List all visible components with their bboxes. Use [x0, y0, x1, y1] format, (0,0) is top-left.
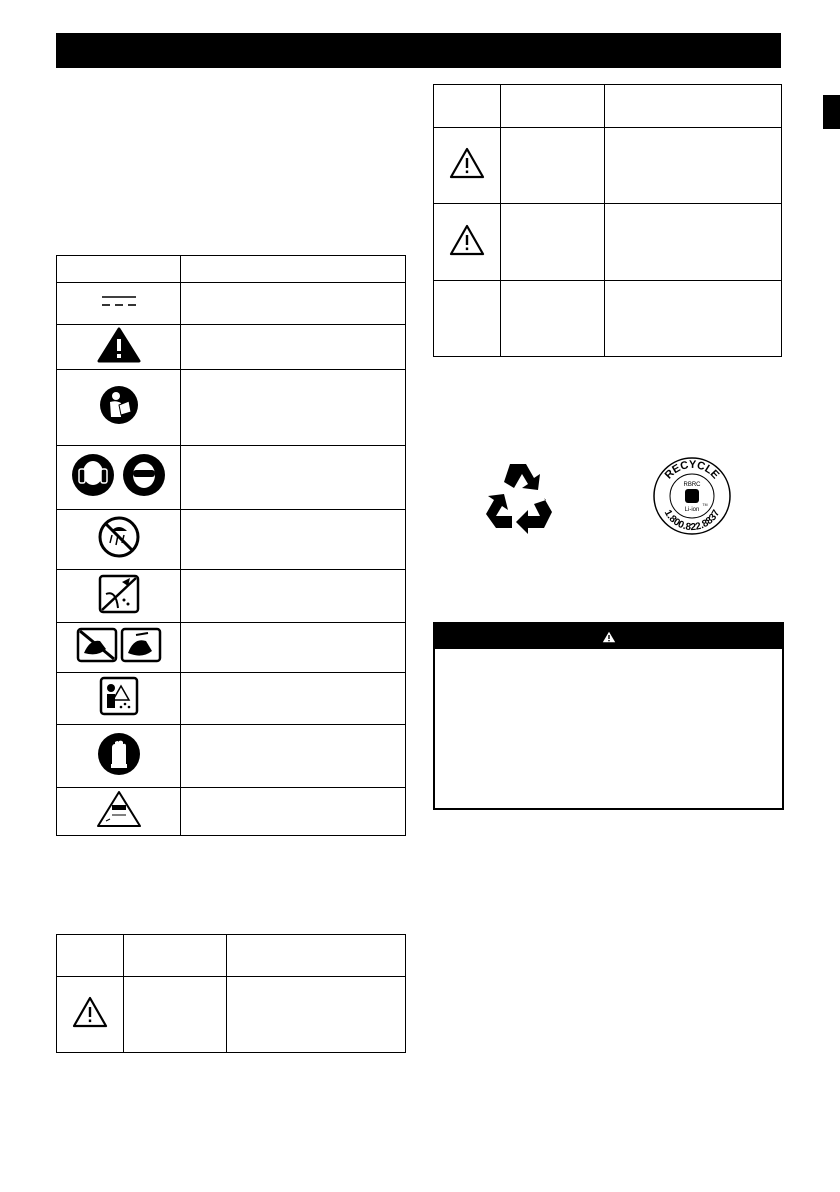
warning-triangle-icon — [602, 631, 616, 643]
ear-eye-protection-icon — [71, 453, 167, 497]
table-cell-text — [181, 370, 406, 446]
keep-hands-away-icon — [76, 627, 162, 663]
header-cell-symbol — [57, 256, 181, 283]
thrown-debris-icon — [99, 676, 139, 716]
warning-triangle-icon — [449, 224, 485, 256]
table-row — [57, 325, 406, 370]
table-cell-text — [181, 570, 406, 623]
table-cell-text — [181, 283, 406, 325]
table-header-row — [57, 256, 406, 283]
table-header-row — [57, 935, 406, 977]
language-tab — [823, 95, 840, 129]
direct-current-icon — [99, 293, 139, 309]
table-row — [434, 204, 782, 281]
rbrc-top-text: RECYCLE — [662, 458, 722, 482]
table-row — [57, 977, 406, 1053]
table-cell-text — [181, 325, 406, 370]
table-row — [57, 570, 406, 623]
flying-objects-icon — [98, 574, 140, 614]
warning-box-header — [435, 624, 782, 649]
table-cell-text — [181, 623, 406, 673]
table-row — [57, 623, 406, 673]
table-row — [57, 725, 406, 788]
read-manual-icon — [99, 385, 139, 425]
table-row — [57, 370, 406, 446]
signal-word-table — [56, 934, 406, 1053]
table-row — [57, 788, 406, 836]
header-cell-meaning — [181, 256, 406, 283]
warning-triangle-icon — [449, 147, 485, 179]
table-cell-text — [181, 725, 406, 788]
table-cell-text — [181, 788, 406, 836]
recycle-icon — [482, 458, 562, 536]
safety-alert-icon — [97, 327, 141, 363]
table-cell-text — [181, 673, 406, 725]
table-header-row — [434, 85, 782, 128]
header-bar — [56, 33, 781, 68]
wear-gloves-icon — [97, 732, 141, 776]
warning-box — [433, 622, 784, 810]
rbrc-tm-text: TM — [702, 503, 708, 507]
keep-bystanders-away-icon — [96, 789, 142, 829]
signal-word-table-continued — [433, 84, 782, 357]
table-cell-text — [181, 446, 406, 510]
rbrc-mid-text: RBRC — [683, 482, 701, 488]
table-row — [57, 510, 406, 570]
table-row — [57, 446, 406, 510]
warning-triangle-icon — [72, 996, 108, 1028]
table-row — [434, 281, 782, 357]
no-rain-icon — [97, 515, 141, 559]
table-row — [434, 128, 782, 204]
symbols-table — [56, 255, 406, 836]
rbrc-li-text: Li-ion — [684, 507, 700, 513]
rbrc-phone-text: 1.800.822.8837 — [661, 508, 723, 534]
table-cell-text — [181, 510, 406, 570]
rbrc-recycle-seal-icon — [652, 456, 732, 536]
table-row — [57, 283, 406, 325]
table-row — [57, 673, 406, 725]
